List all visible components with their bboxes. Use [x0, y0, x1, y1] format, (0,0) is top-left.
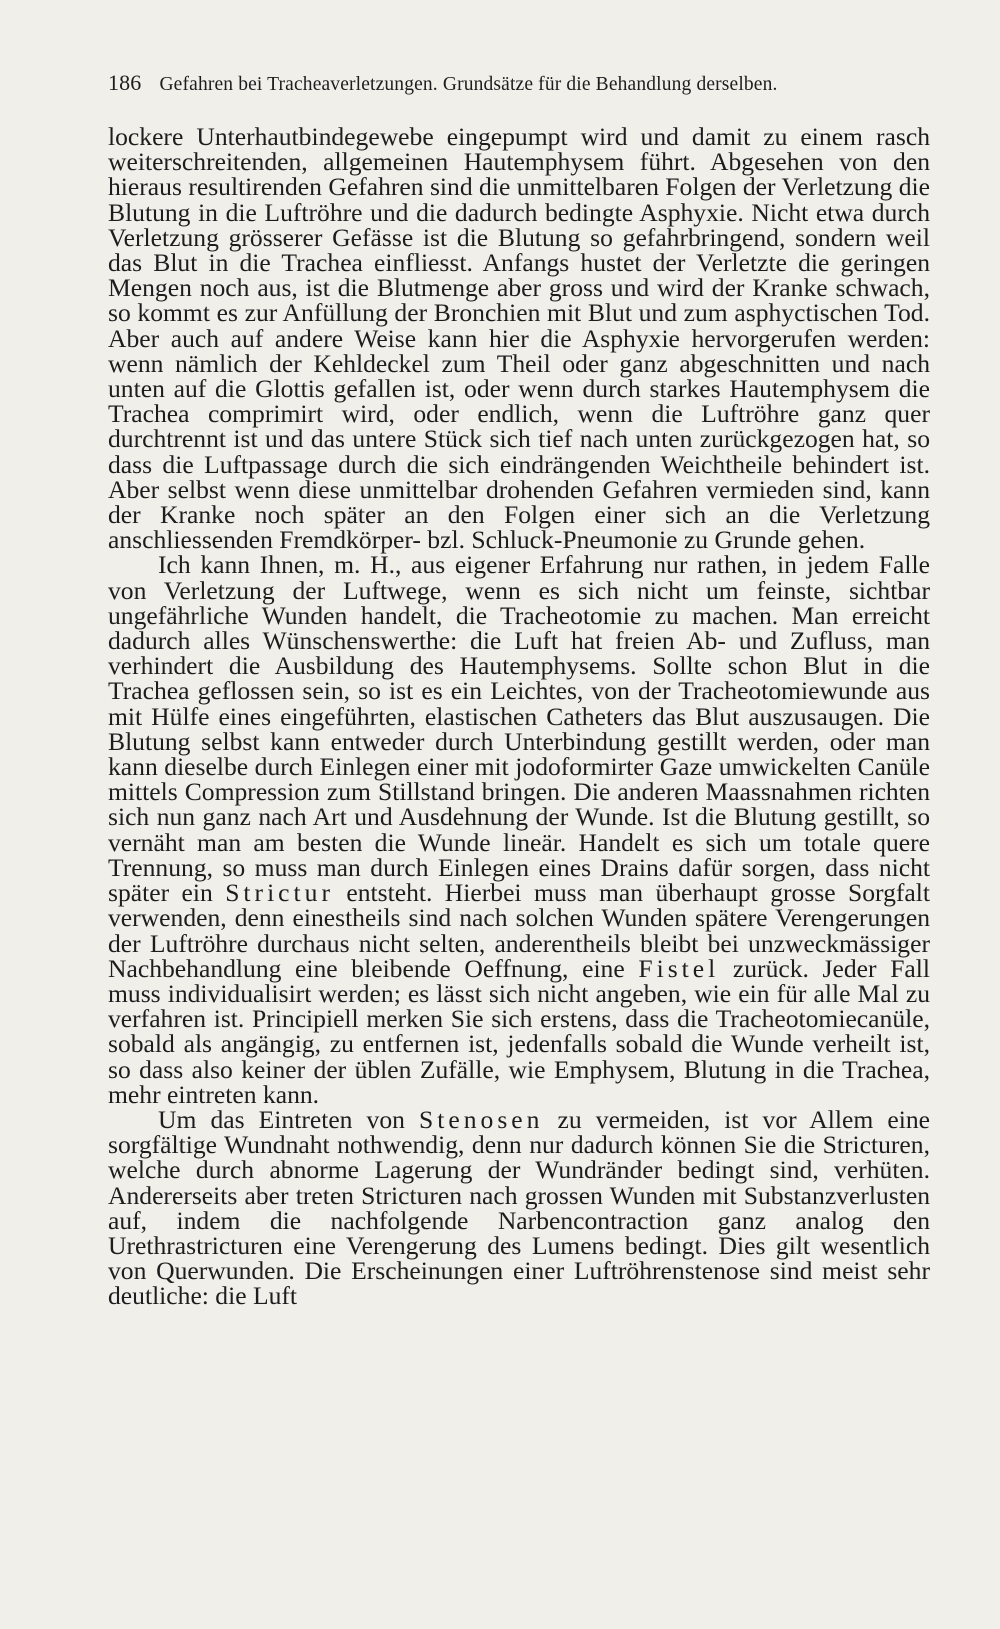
text-segment: zurück. Jeder Fall muss individualisirt werden; es lässt sich nicht angeben, wie ein für alle Mal zu verfahren ist. Principiell merken Sie sich erstens, dass die Tracheotomiecanüle, sobald als angängig, zu entfernen ist, jedenfalls sobald die Wunde verheilt ist, so dass also keiner der üblen Zufälle, wie Emphysem, Blutung in die Trachea, mehr eintreten kann.: [108, 953, 931, 1109]
page-number: 186: [108, 70, 142, 95]
running-title: Gefahren bei Tracheaverletzungen. Grundsätze für die Behandlung derselben.: [159, 74, 778, 95]
spaced-term-strictur: Strictur: [225, 878, 334, 908]
text-segment: zu vermeiden, ist vor Allem eine sorgfältige Wundnaht nothwendig, denn nur dadurch können Sie die Stricturen, welche durch abnorme Lagerung der Wundränder bedingt sind, verhüten. Andererseits aber treten Stricturen nach grossen Wunden mit Substanzverlusten auf, indem die nachfolgende Narbencontraction ganz analog den Urethrastricturen eine Verengerung des Lumens bedingt. Dies gilt wesentlich von Querwunden. Die Erscheinungen einer Luftröhrenstenose sind meist sehr deutliche: die Luft: [108, 1104, 930, 1311]
paragraph-3: [108, 1104, 930, 1311]
running-head: [108, 70, 930, 96]
text-segment: entsteht. Hierbei muss man überhaupt grosse Sorgfalt verwenden, denn einestheils sind nach solchen Wunden spätere Verengerungen der Luftröhre durchaus nicht selten, anderentheils bleibt bei unzweckmässiger Nachbehandlung eine bleibende Oeffnung, eine: [108, 878, 930, 983]
paragraph-2: [108, 550, 931, 1109]
spaced-term-stenosen: Stenosen: [419, 1104, 544, 1134]
text-segment: lockere Unterhautbindegewebe eingepumpt wird und damit zu einem rasch weiterschreitenden, allgemeinen Hautemphysem führt. Abgesehen von den hieraus resultirenden Gefahren sind die unmittelbaren Folgen der Verletzung die Blutung in die Luftröhre und die dadurch bedingte Asphyxie. Nicht etwa durch Verletzung grösserer Gefässe ist die Blutung so gefahrbringend, sondern weil das Blut in die Trachea einfliesst. Anfangs hustet der Verletzte die geringen Mengen noch aus, ist die Blutmenge aber gross und wird der Kranke schwach, so kommt es zur Anfüllung der Bronchien mit Blut und zum asphyctischen Tod. Aber auch auf andere Weise kann hier die Asphyxie hervorgerufen werden: wenn nämlich der Kehldeckel zum Theil oder ganz abgeschnitten und nach unten auf die Glottis gefallen ist, oder wenn durch starkes Hautemphysem die Trachea comprimirt wird, oder endlich, wenn die Luftröhre ganz quer durchtrennt ist und das untere Stück sich tief nach unten zurückgezogen hat, so dass die Luftpassage durch die sich eindrängenden Weichtheile behindert ist. Aber selbst wenn diese unmittelbar drohenden Gefahren vermieden sind, kann der Kranke noch später an den Folgen einer sich an die Verletzung anschliessenden Fremdkörper- bzl. Schluck-Pneumonie zu Grunde gehen.: [108, 122, 930, 555]
spaced-term-fistel: Fistel: [638, 953, 720, 983]
text-segment: Um das Eintreten von: [158, 1104, 420, 1134]
text-segment: Ich kann Ihnen, m. H., aus eigener Erfahrung nur rathen, in jedem Falle von Verletzung der Luftwege, wenn es sich nicht um feinste, sichtbar ungefährliche Wunden handelt, die Tracheotomie zu machen. Man erreicht dadurch alles Wünschenswerthe: die Luft hat freien Ab- und Zufluss, man verhindert die Ausbildung des Hautemphysems. Sollte schon Blut in die Trachea geflossen sein, so ist es ein Leichtes, von der Tracheotomiewunde aus mit Hülfe eines eingeführten, elastischen Catheters das Blut auszusaugen. Die Blutung selbst kann entweder durch Unterbindung gestillt werden, oder man kann dieselbe durch Einlegen einer mit jodoformirter Gaze umwickelten Canüle mittels Compression zum Stillstand bringen. Die anderen Maassnahmen richten sich nun ganz nach Art und Ausdehnung der Wunde. Ist die Blutung gestillt, so vernäht man am besten die Wunde lineär. Handelt es sich um totale quere Trennung, so muss man durch Einlegen eines Drains dafür sorgen, dass nicht später ein: [108, 550, 930, 908]
paragraph-1: [108, 122, 930, 555]
body-text: [108, 124, 930, 1309]
